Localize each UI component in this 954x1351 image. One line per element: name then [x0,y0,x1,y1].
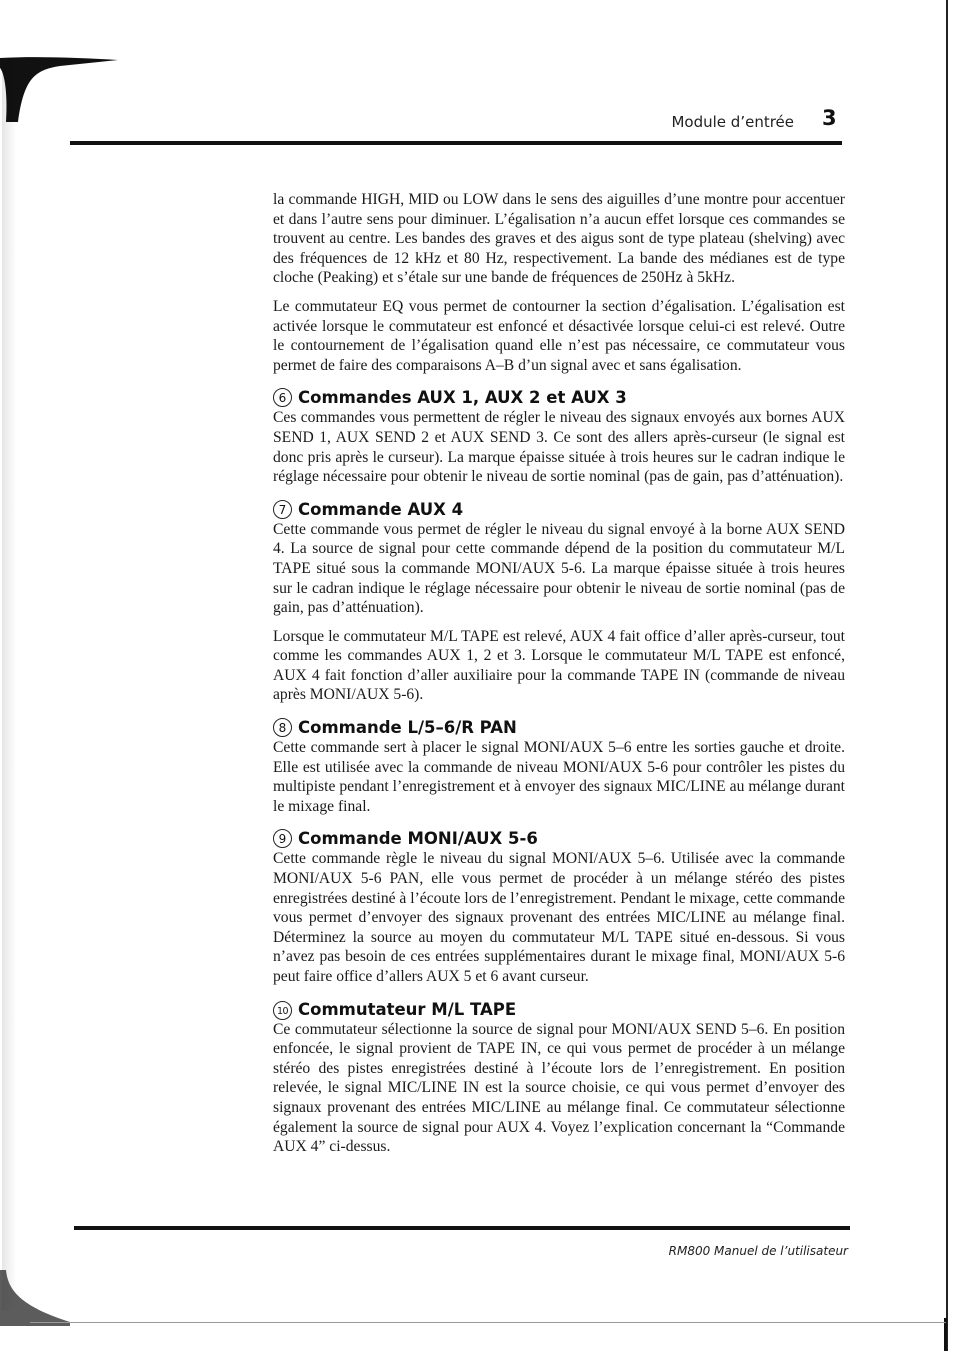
page-body [273,190,845,1166]
intro-paragraph: la commande HIGH, MID ou LOW dans le sens des aiguilles d’une montre pour accentuer et dans l’autre sens pour diminuer. L’égalisation n’a aucun effet lorsque ces commandes se trouvent au centre. Les bandes des graves et des aigus sont de type plateau (shelving) avec des fréquences de 12 kHz et 80 Hz, respectivement. La bande des médianes est de type cloche (Peaking) et s’étale sur une bande de fréquences de 250Hz à 5kHz. [273,191,845,287]
section-paragraph: Cette commande vous permet de régler le niveau du signal envoyé à la borne AUX SEND 4. La source de signal pour cette commande dépend de la position du commutateur M/L TAPE situé sous la commande MONI/AUX 5-6. La marque épaisse située à trois heures sur le cadran indique le réglage nécessaire pour obtenir le niveau de sortie nominal (pas de gain, pas d’atténuation). [273,520,845,617]
running-footer: RM800 Manuel de l’utilisateur [668,1244,848,1258]
scan-left-edge [2,60,16,1310]
section-title: Commande AUX 4 [298,499,464,519]
scan-bottom-shadow [0,1270,70,1330]
footer-rule [74,1226,850,1230]
section-paragraph: Lorsque le commutateur M/L TAPE est relevé, AUX 4 fait office d’aller après-curseur, tout comme les commandes AUX 1, 2 et 3. Lorsque le commutateur M/L TAPE est enfoncé, AUX 4 fait fonction d’aller auxiliaire pour la commande TAPE IN (commande de niveau après MONI/AUX 5-6). [273,627,845,704]
section-title: Commande L/5–6/R PAN [298,718,517,738]
section-title: Commandes AUX 1, AUX 2 et AUX 3 [298,388,627,408]
running-header-title: Module d’entrée [671,113,794,131]
section-number-badge: 10 [273,1001,292,1020]
section-heading-ml-tape [273,999,845,1020]
scan-right-edge [946,0,948,1351]
section-title: Commande MONI/AUX 5-6 [298,829,538,849]
chapter-number: 3 [822,106,837,130]
section-heading-aux-4 [273,499,845,520]
intro-paragraph: Le commutateur EQ vous permet de contourner la section d’égalisation. L’égalisation est activée lorsque le commutateur est enfoncé et désactivée lorsque celui-ci est relevé. Outre le contournement de l’égalisation quand elle n’est pas nécessaire, ce commutateur vous permet de faire des comparaisons A–B d’un signal avec et sans égalisation. [273,297,845,374]
section-paragraph: Cette commande sert à placer le signal MONI/AUX 5–6 entre les sorties gauche et droite. Elle est utilisée avec la commande de niveau MONI/AUX 5-6 pour contrôler les pistes du multipiste pendant l’enregistrement et à envoyer des signaux MIC/LINE au mélange durant le mixage final. [273,739,845,815]
section-paragraph: Ces commandes vous permettent de régler le niveau des signaux envoyés aux bornes AUX SEND 1, AUX SEND 2 et AUX SEND 3. Ce sont des allers après-curseur (le signal est donc pris après le curseur). La marque épaisse située à trois heures sur le cadran indique le réglage nécessaire pour obtenir le niveau de sortie nominal (pas de gain, pas d’atténuation). [273,409,845,486]
section-number-badge: 7 [273,500,292,519]
section-heading-moni-aux [273,828,845,849]
section-title: Commutateur M/L TAPE [298,999,517,1019]
scan-bottom-edge [30,1322,946,1323]
scan-binding-shadow [0,52,120,122]
section-number-badge: 8 [273,718,292,737]
section-number-badge: 6 [273,388,292,407]
section-paragraph: Cette commande règle le niveau du signal MONI/AUX 5–6. Utilisée avec la commande MONI/AUX 5-6 PAN, elle vous permet de procéder à un mélange stéréo des pistes enregistrées destiné à l’écoute lors de l’enregistrement. Pendant le mixage, cette commande vous permet d’envoyer des signaux provenant des entrées MIC/LINE au mélange final. Déterminez la source au moyen du commutateur M/L TAPE situé en-dessous. Si vous n’avez pas besoin de ces entrées supplémentaires durant le mixage final, MONI/AUX 5-6 peut faire office d’allers AUX 5 et 6 avant curseur. [273,850,845,985]
header-rule [70,141,842,145]
section-paragraph: Ce commutateur sélectionne la source de signal pour MONI/AUX SEND 5–6. En position enfoncée, le signal provient de TAPE IN, ce qui vous permet de procéder à un mélange stéréo des pistes enregistrées destiné à l’écoute lors de l’enregistrement. En position relevée, le signal MIC/LINE IN est la source choisie, ce qui vous permet d’envoyer des signaux provenant des entrées MIC/LINE au mélange final. Ce commutateur sélectionne également la source de signal pour AUX 4. Voyez l’explication concernant la “Commande AUX 4” ci-dessus. [273,1020,845,1156]
section-heading-aux-1-2-3 [273,387,845,408]
section-heading-pan [273,717,845,738]
section-number-badge: 9 [273,829,292,848]
